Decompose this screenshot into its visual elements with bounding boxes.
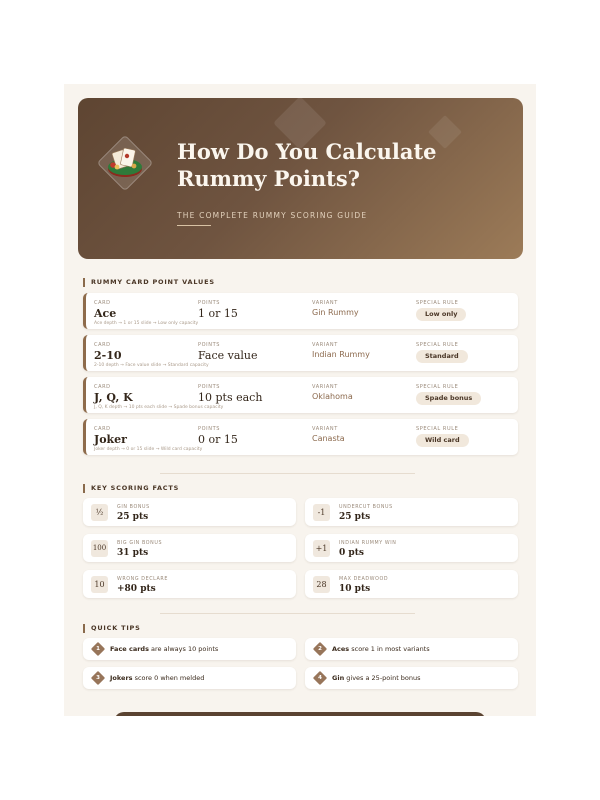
col-label-points: POINTS — [198, 342, 220, 348]
tip-keyword: Gin — [332, 674, 345, 682]
card-row-jqk — [83, 377, 518, 413]
tip-item-jokers — [83, 667, 296, 689]
fact-card-gin-bonus — [83, 498, 296, 526]
tip-number: 3 — [96, 675, 100, 681]
card-points: 10 pts each — [198, 391, 263, 404]
fact-value: 25 pts — [117, 512, 149, 522]
fact-label: BIG GIN BONUS — [117, 541, 163, 546]
tip-item-face-cards — [83, 638, 296, 660]
fact-label: WRONG DECLARE — [117, 577, 168, 582]
special-rule-badge: Standard — [416, 350, 468, 363]
card-note: Ace depth → 1 or 15 slide → Low only capacity — [94, 321, 199, 326]
tip-keyword: Jokers — [110, 674, 133, 682]
page-title — [177, 138, 507, 192]
minus-one-icon: -1 — [313, 504, 330, 521]
card-note: J, Q, K depth → 10 pts each slide → Spade bonus capacity — [94, 405, 224, 410]
col-label-points: POINTS — [198, 300, 220, 306]
section-divider — [160, 613, 415, 614]
fact-card-wrong-declare — [83, 570, 296, 598]
tip-number-diamond-icon — [92, 643, 104, 655]
col-label-card: CARD — [94, 342, 111, 348]
fact-label: MAX DEADWOOD — [339, 577, 389, 582]
col-label-variant: VARIANT — [312, 300, 338, 306]
card-row-ace — [83, 293, 518, 329]
card-points: 1 or 15 — [198, 307, 238, 320]
subtitle-underline — [177, 225, 211, 226]
fact-card-big-gin-bonus — [83, 534, 296, 562]
tip-keyword: Aces — [332, 645, 350, 653]
tip-description: are always 10 points — [148, 645, 219, 653]
card-name: J, Q, K — [94, 391, 133, 404]
tip-number-diamond-icon — [92, 672, 104, 684]
tip-number-diamond-icon — [314, 672, 326, 684]
fact-label: INDIAN RUMMY WIN — [339, 541, 397, 546]
fact-value: +80 pts — [117, 584, 156, 594]
col-label-card: CARD — [94, 426, 111, 432]
fraction-icon: ½ — [91, 504, 108, 521]
col-label-variant: VARIANT — [312, 384, 338, 390]
tip-item-gin — [305, 667, 518, 689]
tip-description: gives a 25-point bonus — [344, 674, 421, 682]
col-label-special-rule: SPECIAL RULE — [416, 384, 459, 390]
card-variant: Indian Rummy — [312, 350, 370, 359]
fact-value: 31 pts — [117, 548, 149, 558]
fact-card-indian-rummy-win — [305, 534, 518, 562]
card-variant: Canasta — [312, 434, 345, 443]
fact-label: UNDERCUT BONUS — [339, 505, 393, 510]
tip-number-diamond-icon — [314, 643, 326, 655]
card-points: 0 or 15 — [198, 433, 238, 446]
card-row-joker — [83, 419, 518, 455]
col-label-variant: VARIANT — [312, 426, 338, 432]
section-heading-quick-tips: QUICK TIPS — [83, 624, 141, 633]
tip-description: score 0 when melded — [132, 674, 205, 682]
hundred-icon: 100 — [91, 540, 108, 557]
tip-keyword: Face cards — [110, 645, 149, 653]
fact-value: 10 pts — [339, 584, 371, 594]
col-label-special-rule: SPECIAL RULE — [416, 342, 459, 348]
section-heading-key-facts: KEY SCORING FACTS — [83, 484, 179, 493]
fact-card-undercut-bonus — [305, 498, 518, 526]
twenty-eight-icon: 28 — [313, 576, 330, 593]
card-variant: Oklahoma — [312, 392, 353, 401]
tip-number: 2 — [318, 646, 322, 652]
card-note: Joker depth → 0 or 15 slide → Wild card capacity — [94, 447, 203, 452]
tip-number: 1 — [96, 646, 100, 652]
col-label-special-rule: SPECIAL RULE — [416, 300, 459, 306]
title-line-1: How Do You Calculate — [177, 139, 437, 164]
card-name: 2-10 — [94, 349, 122, 362]
tip-description: score 1 in most variants — [349, 645, 430, 653]
rummy-cards-logo-icon — [96, 134, 154, 192]
tip-text — [110, 674, 204, 682]
special-rule-badge: Low only — [416, 308, 466, 321]
card-name: Joker — [94, 433, 127, 446]
title-line-2: Rummy Points? — [177, 166, 360, 191]
tip-item-aces — [305, 638, 518, 660]
fact-label: GIN BONUS — [117, 505, 150, 510]
special-rule-badge: Wild card — [416, 434, 469, 447]
tip-text — [110, 645, 218, 653]
card-points: Face value — [198, 349, 258, 362]
card-variant: Gin Rummy — [312, 308, 359, 317]
tip-text — [332, 674, 421, 682]
col-label-points: POINTS — [198, 384, 220, 390]
card-name: Ace — [94, 307, 117, 320]
col-label-variant: VARIANT — [312, 342, 338, 348]
card-row-2-10 — [83, 335, 518, 371]
tip-number: 4 — [318, 675, 322, 681]
page-subtitle: THE COMPLETE RUMMY SCORING GUIDE — [177, 211, 368, 220]
scoring-guide-page — [64, 84, 536, 716]
special-rule-badge: Spade bonus — [416, 392, 481, 405]
col-label-card: CARD — [94, 384, 111, 390]
tip-text — [332, 645, 430, 653]
section-heading-card-values: RUMMY CARD POINT VALUES — [83, 278, 215, 287]
col-label-card: CARD — [94, 300, 111, 306]
fact-card-max-deadwood — [305, 570, 518, 598]
card-note: 2-10 depth → Face value slide → Standard capacity — [94, 363, 209, 368]
hero-banner — [78, 98, 523, 259]
footer-banner — [114, 712, 486, 716]
col-label-special-rule: SPECIAL RULE — [416, 426, 459, 432]
fact-value: 25 pts — [339, 512, 371, 522]
section-divider — [160, 473, 415, 474]
ten-icon: 10 — [91, 576, 108, 593]
fact-value: 0 pts — [339, 548, 364, 558]
plus-one-icon: +1 — [313, 540, 330, 557]
col-label-points: POINTS — [198, 426, 220, 432]
